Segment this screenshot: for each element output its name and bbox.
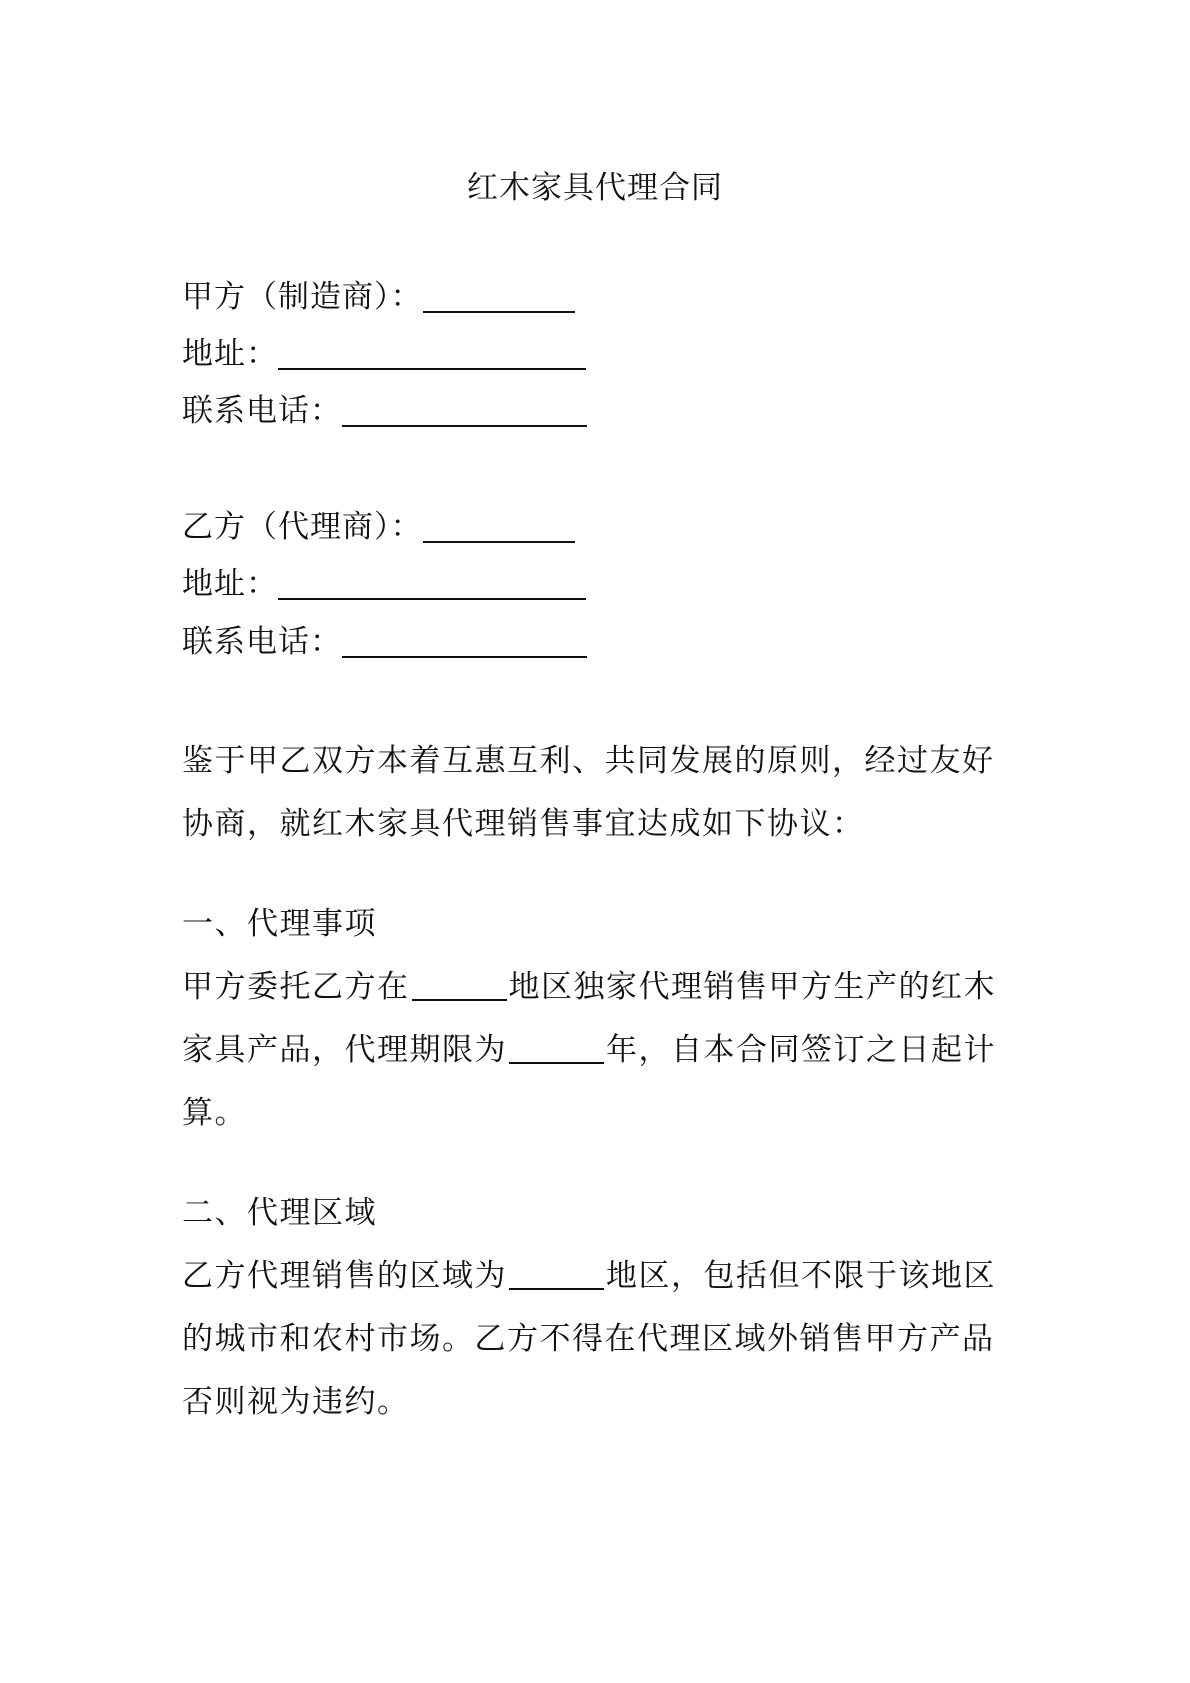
preamble-line-1: 鉴于甲乙双方本着互惠互利、共同发展的原则，经过友好 bbox=[182, 743, 995, 779]
section-1-text: 年，自本合同签订之日起计 bbox=[606, 1032, 996, 1068]
party-a-name-blank[interactable] bbox=[423, 281, 575, 313]
agency-region-blank[interactable] bbox=[412, 971, 507, 1001]
section-1-text: 家具产品，代理期限为 bbox=[182, 1032, 507, 1068]
party-b-name-blank[interactable] bbox=[423, 511, 575, 543]
party-b-address-label: 地址： bbox=[182, 566, 278, 602]
section-1-text: 甲方委托乙方在 bbox=[182, 969, 410, 1005]
section-2-text: 乙方代理销售的区域为 bbox=[182, 1258, 507, 1294]
party-b-phone-line bbox=[182, 622, 587, 662]
section-2-text: 否则视为违约。 bbox=[182, 1384, 410, 1420]
party-b-phone-blank[interactable] bbox=[342, 626, 587, 658]
party-b-label: 乙方（代理商）： bbox=[182, 509, 423, 545]
party-a-phone-line bbox=[182, 391, 587, 431]
party-b-line bbox=[182, 507, 575, 547]
party-a-line bbox=[182, 277, 575, 317]
sales-area-blank[interactable] bbox=[509, 1260, 604, 1290]
preamble-line-2: 协商，就红木家具代理销售事宜达成如下协议： bbox=[182, 806, 865, 842]
party-a-phone-blank[interactable] bbox=[342, 395, 587, 427]
section-1 bbox=[182, 893, 1012, 1145]
section-2-heading: 二、代理区域 bbox=[182, 1195, 377, 1231]
party-a-address-label: 地址： bbox=[182, 336, 278, 372]
party-a-address-blank[interactable] bbox=[278, 338, 586, 370]
section-2-text: 的城市和农村市场。乙方不得在代理区域外销售甲方产品 bbox=[182, 1321, 995, 1357]
document-title: 红木家具代理合同 bbox=[467, 170, 723, 206]
section-1-heading: 一、代理事项 bbox=[182, 906, 377, 942]
party-a-address-line bbox=[182, 334, 586, 374]
party-a-phone-label: 联系电话： bbox=[182, 393, 342, 429]
section-2-text: 地区，包括但不限于该地区 bbox=[606, 1258, 996, 1294]
preamble bbox=[182, 730, 1012, 856]
party-b-address-blank[interactable] bbox=[278, 568, 586, 600]
section-1-text: 地区独家代理销售甲方生产的红木 bbox=[508, 969, 996, 1005]
section-2 bbox=[182, 1182, 1012, 1434]
party-b-address-line bbox=[182, 564, 586, 604]
party-a-label: 甲方（制造商）： bbox=[182, 279, 423, 315]
section-1-text: 算。 bbox=[182, 1095, 247, 1131]
agency-term-blank[interactable] bbox=[509, 1034, 604, 1064]
party-b-phone-label: 联系电话： bbox=[182, 624, 342, 660]
